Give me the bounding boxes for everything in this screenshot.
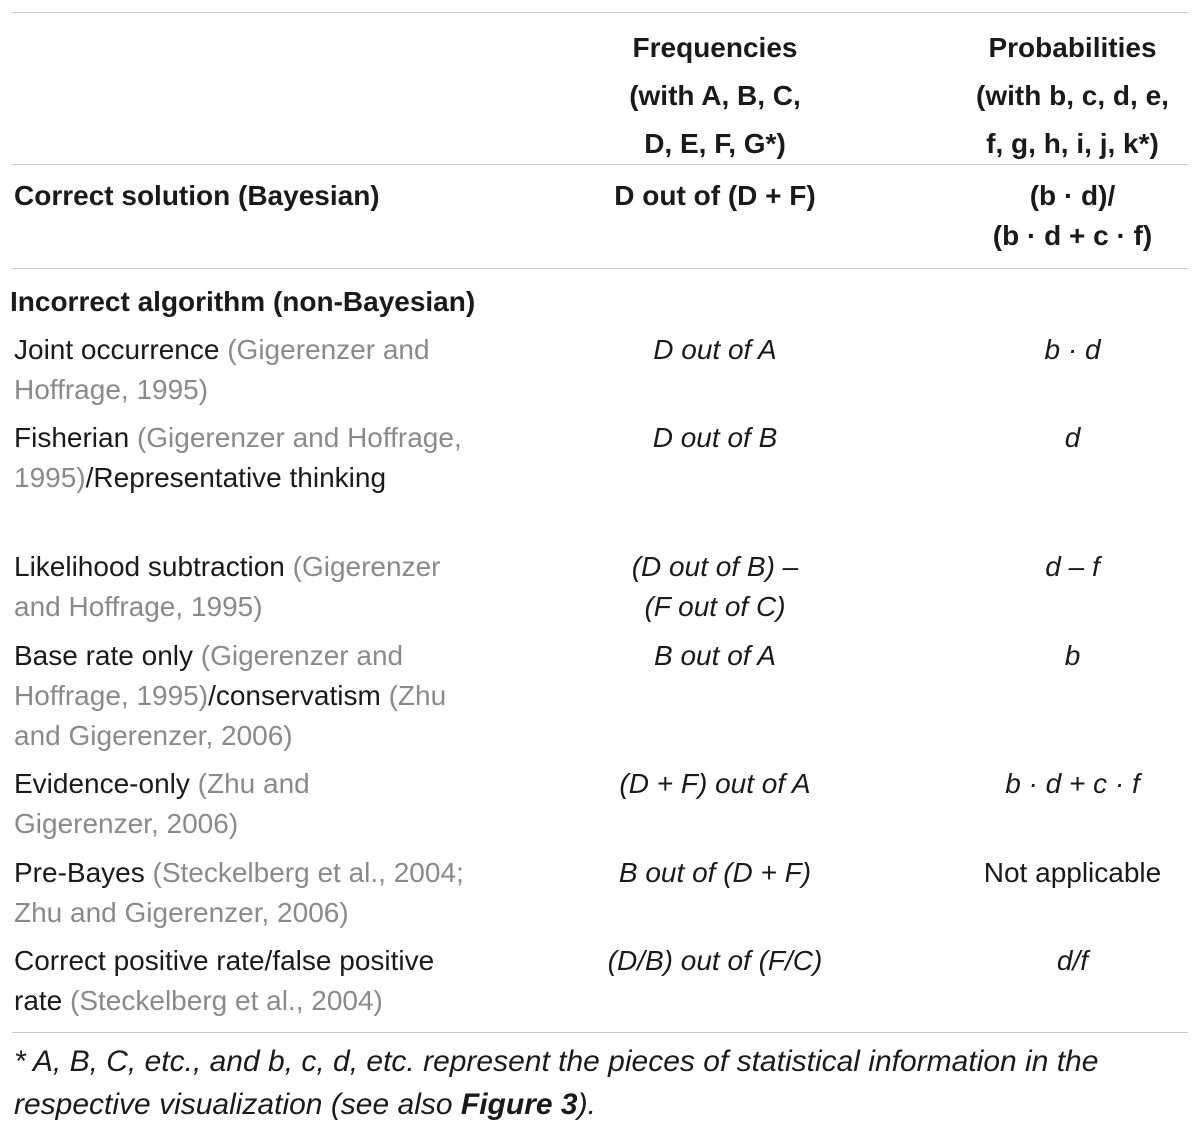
row-evidence-only: Evidence-only (Zhu and Gigerenzer, 2006) bbox=[14, 768, 310, 839]
row-correct-positive-rate: Correct positive rate/false positive rate (Steckelberg et al., 2004) bbox=[14, 945, 435, 1016]
incorrect-heading: Incorrect algorithm (non-Bayesian) bbox=[10, 286, 476, 317]
row-fisherian-frequency: D out of B bbox=[652, 422, 778, 453]
figure-reference: Figure 3 bbox=[460, 1088, 578, 1121]
correct-solution-label: Correct solution (Bayesian) bbox=[14, 180, 380, 211]
row-fisherian: Fisherian (Gigerenzer and Hoffrage, 1995)/Representative thinking bbox=[14, 422, 462, 493]
correct-solution-probability: (b · d)/ (b · d + c · f) bbox=[992, 180, 1153, 251]
footnote: * A, B, C, etc., and b, c, d, etc. represent the pieces of statistical information in the respective visualization (see also Figure 3). bbox=[14, 1045, 1099, 1121]
row-likelihood-subtraction-probability: d – f bbox=[1045, 551, 1100, 582]
row-base-rate-only: Base rate only (Gigerenzer and Hoffrage, 1995)/conservatism (Zhu and Gigerenzer, 2006) bbox=[14, 640, 447, 751]
row-fisherian-probability: d bbox=[1064, 422, 1081, 453]
top-rule bbox=[12, 12, 1188, 13]
row-joint-occurrence-probability: b · d bbox=[1044, 334, 1101, 365]
header-probabilities: Probabilities (with b, c, d, e, f, g, h, i, j, k*) bbox=[976, 32, 1169, 159]
row-pre-bayes: Pre-Bayes (Steckelberg et al., 2004; Zhu and Gigerenzer, 2006) bbox=[14, 857, 464, 928]
header-frequencies: Frequencies (with A, B, C, D, E, F, G*) bbox=[629, 32, 801, 159]
row-base-rate-only-frequency: B out of A bbox=[654, 640, 776, 671]
bottom-rule bbox=[12, 1032, 1188, 1033]
row-pre-bayes-probability: Not applicable bbox=[983, 857, 1162, 888]
row-correct-positive-rate-frequency: (D/B) out of (F/C) bbox=[607, 945, 823, 976]
row-pre-bayes-frequency: B out of (D + F) bbox=[618, 857, 812, 888]
row-likelihood-subtraction-frequency: (D out of B) – (F out of C) bbox=[631, 551, 799, 622]
correct-solution-frequency: D out of (D + F) bbox=[614, 180, 816, 211]
row-likelihood-subtraction: Likelihood subtraction (Gigerenzer and Hoffrage, 1995) bbox=[14, 551, 441, 622]
row-base-rate-only-probability: b bbox=[1064, 640, 1081, 671]
row-joint-occurrence-frequency: D out of A bbox=[653, 334, 777, 365]
row-evidence-only-probability: b · d + c · f bbox=[1005, 768, 1140, 799]
row-evidence-only-frequency: (D + F) out of A bbox=[619, 768, 811, 799]
row-correct-positive-rate-probability: d/f bbox=[1056, 945, 1089, 976]
row-joint-occurrence: Joint occurrence (Gigerenzer and Hoffrage, 1995) bbox=[14, 334, 430, 405]
correct-rule bbox=[12, 268, 1188, 269]
